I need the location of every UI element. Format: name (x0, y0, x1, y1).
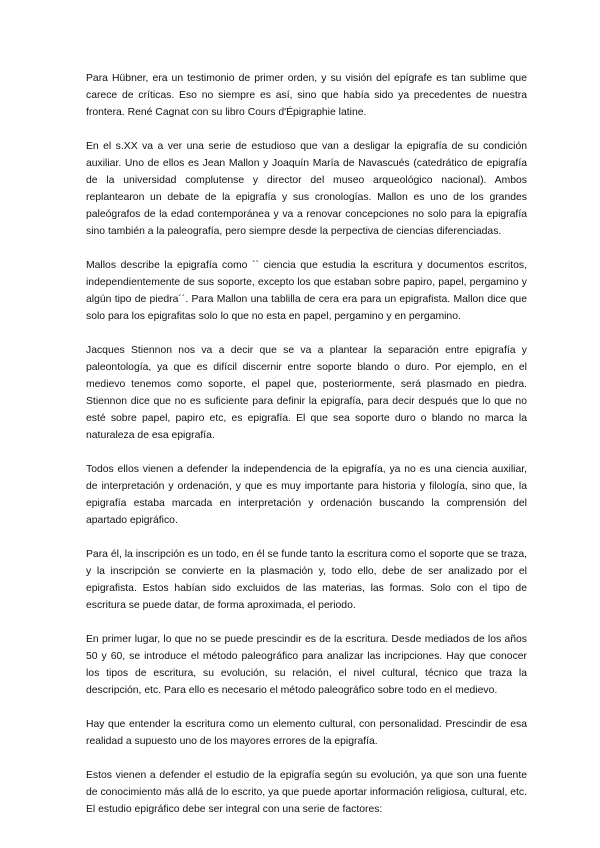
paragraph-mallon-definicion: Mallos describe la epigrafía como `` ciencia que estudia la escritura y documentos escritos, independientemente de sus soporte, excepto los que estaban sobre papiro, papel, pergamino y algún tipo de piedra´´. Para Mallon una tablilla de cera era para un epigrafista. Mallon dice que solo para los epigrafitas solo lo que no esta en papel, pergamino y en pergamino. (86, 260, 527, 322)
paragraph-escritura: En primer lugar, lo que no se puede prescindir es de la escritura. Desde mediados de los años 50 y 60, se introduce el método paleográfico para analizar las incripciones. Hay que conocer los tipos de escritura, su evolución, su relación, el nivel cultural, técnico que traza la descripción, etc. Para ello es necesario el método paleográfico sobre todo en el medievo. (86, 634, 527, 696)
paragraph-hubner: Para Hübner, era un testimonio de primer orden, y su visión del epígrafe es tan sublime que carece de críticas. Eso no siempre es así, sino que había sido ya precedentes de nuestra frontera. René Cagnat con su libro Cours d'Épigraphie latine. (86, 73, 527, 118)
paragraph-inscripcion-todo: Para él, la inscripción es un todo, en él se funde tanto la escritura como el soporte que se traza, y la inscripción se convierte en la plasmación y, todo ello, debe de ser analizado por el epigrafista. Estos habían sido excluidos de las materias, las formas. Solo con el tipo de escritura se puede datar, de forma aproximada, el periodo. (86, 549, 527, 611)
paragraph-stiennon: Jacques Stiennon nos va a decir que se va a plantear la separación entre epigrafía y paleontología, ya que es difícil discernir entre soporte blando o duro. Por ejemplo, en el medievo tenemos como soporte, el papel que, posteriormente, será plasmado en piedra. Stiennon dice que no es suficiente para definir la epigrafía, para decir después que lo que no esté sobre papel, papiro etc, es epigrafía. El que sea soporte duro o blando no marca la naturaleza de esa epigrafía. (86, 345, 527, 441)
paragraph-siglo-xx: En el s.XX va a ver una serie de estudioso que van a desligar la epigrafía de su condición auxiliar. Uno de ellos es Jean Mallon y Joaquín María de Navascués (catedrático de epigrafía de la universidad complutense y director del museo arqueológico nacional). Ambos replantearon un debate de la epigrafía y sus cronologías. Mallon es uno de los grandes paleógrafos de la edad contemporánea y va a renovar concepciones no solo para la epigrafía sino también a la paleografía, pero siempre desde la perpectiva de ciencias diferenciadas. (86, 141, 527, 237)
paragraph-elemento-cultural: Hay que entender la escritura como un elemento cultural, con personalidad. Prescindir de esa realidad a supuesto uno de los mayores errores de la epigrafía. (86, 719, 527, 747)
document-page (86, 70, 527, 818)
paragraph-estudio-integral: Estos vienen a defender el estudio de la epigrafía según su evolución, ya que son una fuente de conocimiento más allá de lo escrito, ya que puede aportar información religiosa, cultural, etc. El estudio epigráfico debe ser integral con una serie de factores: (86, 770, 527, 815)
paragraph-independencia: Todos ellos vienen a defender la independencia de la epigrafía, ya no es una ciencia auxiliar, de interpretación y ordenación, y que es muy importante para historia y filología, sino que, la epigrafía estaba marcada en interpretación y ordenación buscando la comprensión del apartado epigráfico. (86, 464, 527, 526)
